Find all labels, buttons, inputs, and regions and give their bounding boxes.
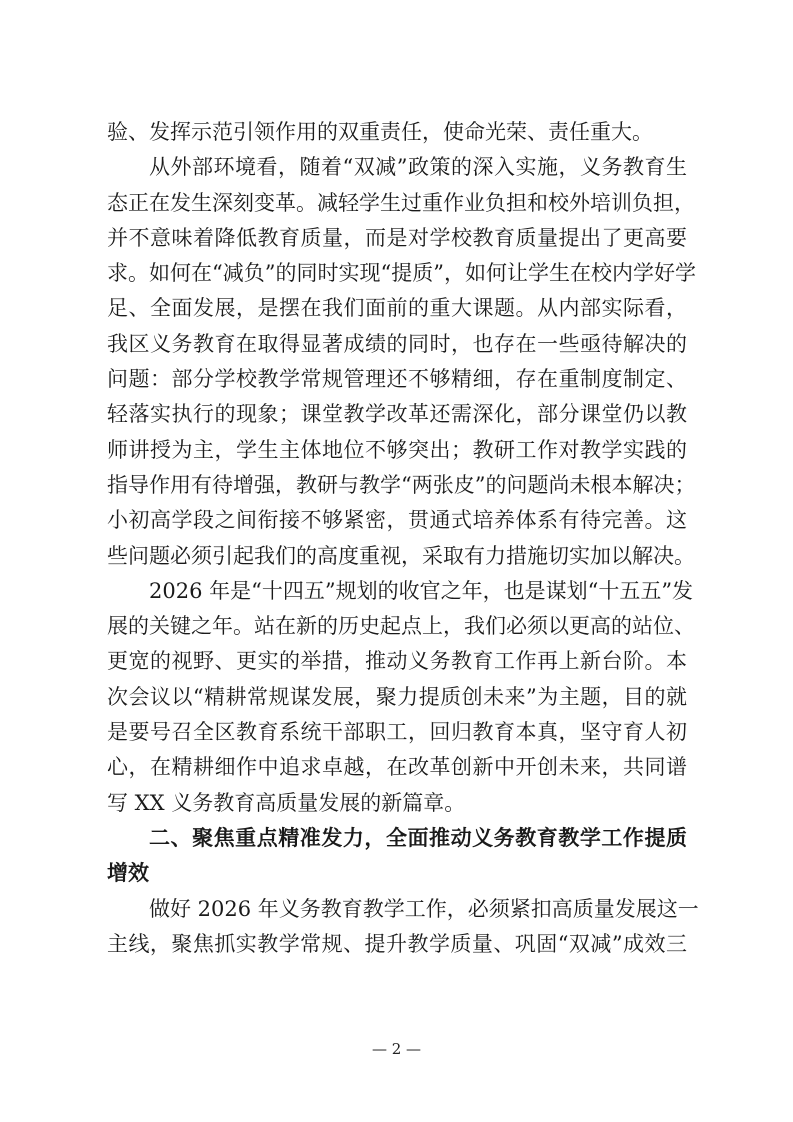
section-heading: [107, 821, 687, 892]
text-line: 些问题必须引起我们的高度重视，采取有力措施切实加以解决。: [107, 543, 695, 568]
heading-line: 二、聚焦重点精准发力，全面推动义务教育教学工作提质: [149, 825, 687, 850]
paragraph-2026-goals: [107, 574, 695, 821]
text-line: 我区义务教育在取得显著成绩的同时，也存在一些亟待解决的: [107, 331, 687, 356]
text-line: 是要号召全区教育系统干部职工，回归教育本真，坚守育人初: [107, 720, 687, 745]
paragraph-continuation: [107, 115, 687, 150]
text-line: 态正在发生深刻变革。减轻学生过重作业负担和校外培训负担，: [107, 190, 695, 215]
text-line: 足、全面发展，是摆在我们面前的重大课题。从内部实际看，: [107, 296, 687, 321]
text-line: 问题：部分学校教学常规管理还不够精细，存在重制度制定、: [107, 367, 687, 392]
text-line: 写 XX 义务教育高质量发展的新篇章。: [107, 790, 466, 815]
heading-line: 增效: [107, 861, 149, 886]
text-line: 并不意味着降低教育质量，而是对学校教育质量提出了更高要: [107, 225, 687, 250]
text-line: 更宽的视野、更实的举措，推动义务教育工作再上新台阶。本: [107, 649, 687, 674]
document-body: [107, 115, 699, 962]
text-line: 求。如何在“减负”的同时实现“提质”，如何让学生在校内学好学: [107, 261, 696, 286]
paragraph-section-intro: [107, 892, 699, 963]
text-line: 展的关键之年。站在新的历史起点上，我们必须以更高的站位、: [107, 614, 695, 639]
text-line: 主线，聚焦抓实教学常规、提升教学质量、巩固“双减”成效三: [107, 931, 687, 956]
text-line: 小初高学段之间衔接不够紧密，贯通式培养体系有待完善。这: [107, 508, 687, 533]
text-line: 做好 2026 年义务教育教学工作，必须紧扣高质量发展这一: [149, 896, 699, 921]
text-line: 指导作用有待增强，教研与教学“两张皮”的问题尚未根本解决；: [107, 472, 696, 497]
text-line: 从外部环境看，随着“双减”政策的深入实施，义务教育生: [149, 155, 687, 180]
text-line: 师讲授为主，学生主体地位不够突出；教研工作对教学实践的: [107, 437, 687, 462]
text-line: 验、发挥示范引领作用的双重责任，使命光荣、责任重大。: [107, 120, 653, 144]
text-line: 轻落实执行的现象；课堂教学改革还需深化，部分课堂仍以教: [107, 402, 687, 427]
paragraph-context: [107, 150, 696, 574]
text-line: 2026 年是“十四五”规划的收官之年，也是谋划“十五五”发: [149, 578, 694, 603]
text-line: 心，在精耕细作中追求卓越，在改革创新中开创未来，共同谱: [107, 755, 687, 780]
page-number: — 2 —: [371, 1040, 422, 1058]
text-line: 次会议以“精耕常规谋发展，聚力提质创未来”为主题，目的就: [107, 684, 687, 709]
